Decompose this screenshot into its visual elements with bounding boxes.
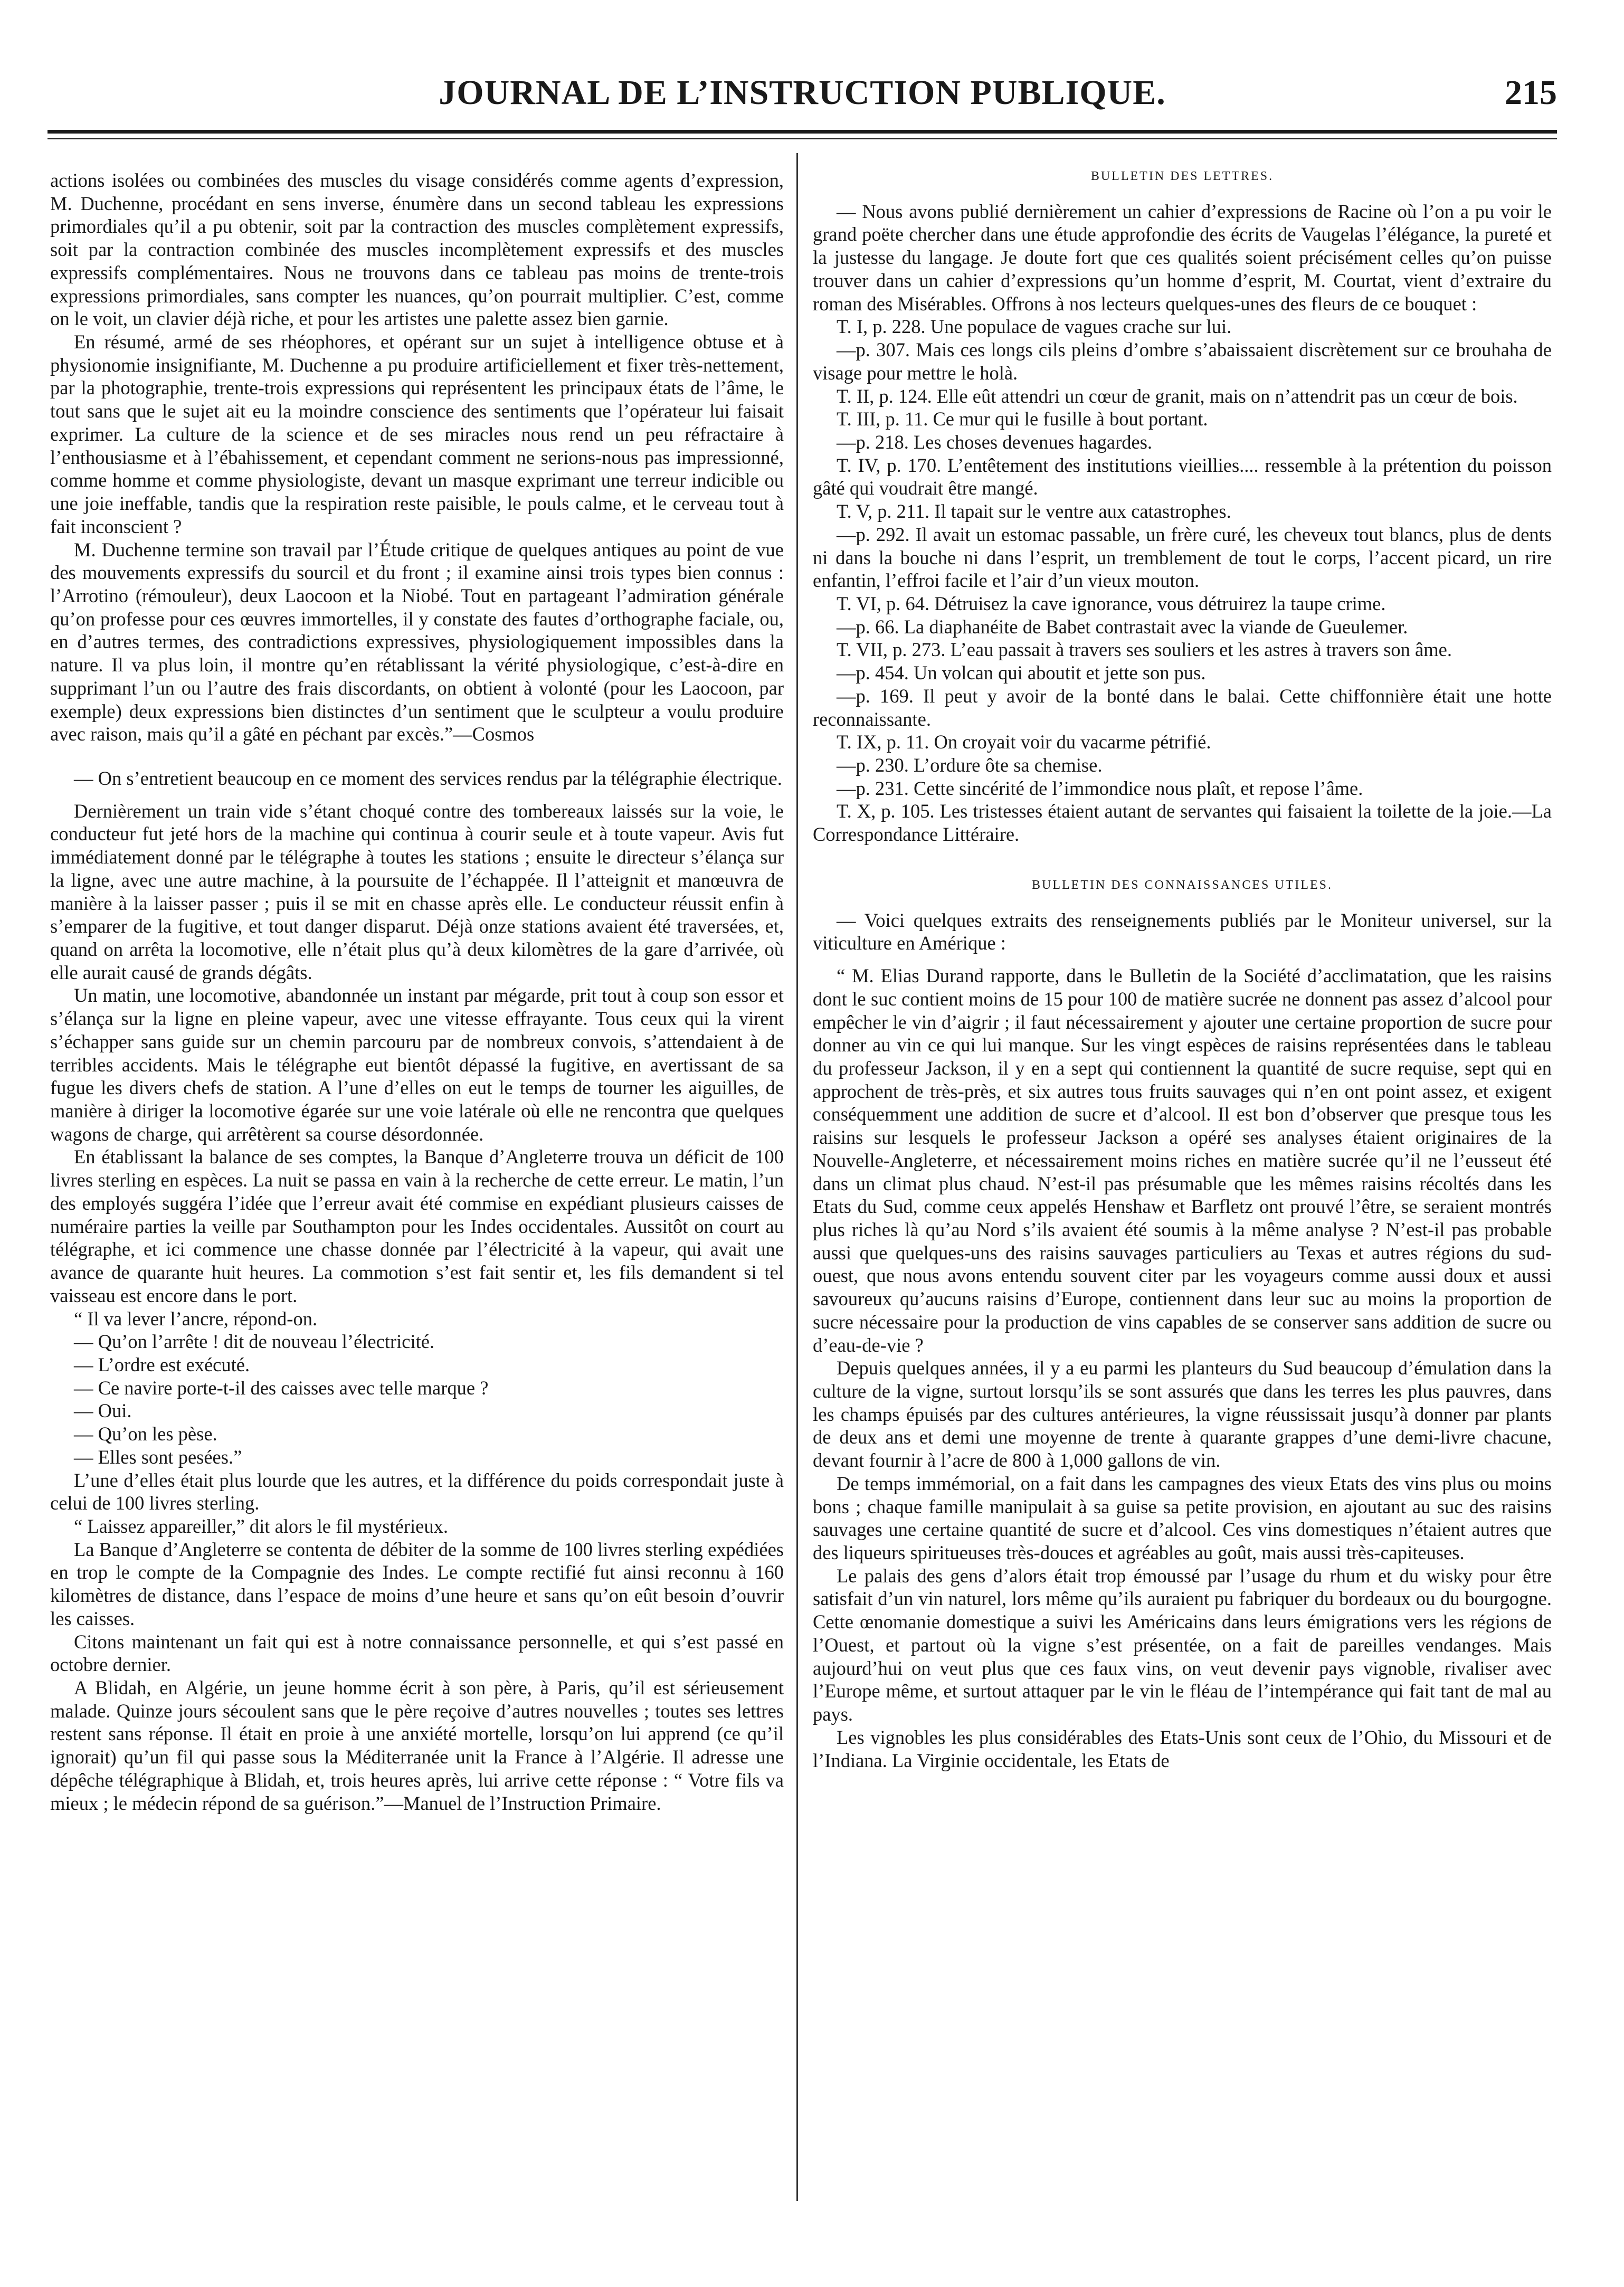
dialogue-line: — Ce navire porte-t-il des caisses avec telle marque ?: [74, 1377, 489, 1399]
paragraph: T. X, p. 105. Les tristesses étaient autant de servantes qui faisaient la toilette de la joie.—La Correspondance Littéraire.: [813, 800, 1552, 846]
dialogue-line: “ Laissez appareiller,” dit alors le fil mystérieux.: [74, 1515, 448, 1537]
header-rule-thin: [48, 138, 1557, 139]
dialogue-line: — L’ordre est exécuté.: [74, 1353, 250, 1375]
section-connaissances-utiles: [813, 909, 1552, 1772]
paragraph: —p. 169. Il peut y avoir de la bonté dans le balai. Cette chiffonnière était une hotte reconnaissante.: [813, 685, 1552, 730]
page-header: [48, 68, 1557, 126]
paragraph: Dernièrement un train vide s’étant choqué contre des tombereaux laissés sur la voie, le conducteur fut jeté hors de la machine qui continua à courir seule et à toute vapeur. Avis fut immédiatement donné par le télégraphe à toutes les stations ; ensuite le directeur s’élança sur la ligne, avec une autre machine, à la poursuite de l’échappée. Il l’atteignit et manœuvra de manière à la laisser passer ; puis il se mit en chasse après elle. Le conducteur réussit enfin à s’emparer de la fugitive, et tout danger disparut. Déjà onze stations avaient été traversées, et, quand on arrêta la locomotive, elle n’était plus qu’à deux kilomètres de la gare d’arrivée, où elle aurait causé de grands dégâts.: [50, 800, 784, 983]
page-number: 215: [1505, 73, 1557, 112]
paragraph: A Blidah, en Algérie, un jeune homme écrit à son père, à Paris, qu’il est sérieusement malade. Quinze jours sécoulent sans que le père reçoive d’autres nouvelles ; toutes ses lettres restent sans réponse. Il était en proie à une anxiété mortelle, lorsqu’on lui apprend (ce qu’il ignorait) qu’un fil qui passe sous la Méditerranée unit la France à l’Algérie. Il adresse une dépêche télégraphique à Blidah, et, trois heures après, lui arrive cette réponse : “ Votre fils va mieux ; le médecin répond de sa guérison.”—Manuel de l’Instruction Primaire.: [50, 1677, 784, 1814]
paragraph: —p. 218. Les choses devenues hagardes.: [837, 431, 1153, 453]
paragraph: T. III, p. 11. Ce mur qui le fusille à bout portant.: [837, 408, 1208, 430]
paragraph: —p. 231. Cette sincérité de l’immondice nous plaît, et repose l’âme.: [837, 777, 1363, 799]
paragraph: “ M. Elias Durand rapporte, dans le Bulletin de la Société d’acclimatation, que les raisins dont le suc contient moins de 15 pour 100 de matière sucrée ne donnent pas assez d’alcool pour empêcher le vin d’aigrir ; il faut nécessairement y ajouter une certaine proportion de sucre pour donner au vin ce qui lui manque. Sur les vingt espèces de raisins représentées dans le tableau du professeur Jackson, il y en a sept qui contiennent la quantité de sucre requise, sept qui en approchent de très-près, et six autres tous fruits sauvages qui n’en ont point assez, et exigent conséquemment une addition de sucre et d’alcool. Il est bon d’observer que presque tous les raisins sur lesquels le professeur Jackson a opéré ses analyses étaient originaires de la Nouvelle-Angleterre, et nécessairement moins riches en matière sucrée qu’il ne l’eusseut été dans un climat plus chaud. N’est-il pas présumable que les mêmes raisins récoltés dans les Etats du Sud, comme ceux appelés Henshaw et Barfletz ont prouvé l’être, se seraient montrés plus riches là qu’au Nord s’ils avaient été soumis à la même analyse ? N’est-il pas probable aussi que quelques-uns des raisins sauvages particuliers au Texas et autres régions du sud-ouest, que nous avons entendu souvent citer par les voyageurs comme aussi doux et aussi savoureux qu’aucuns raisins d’Europe, contiennent dans leur suc au moins la proportion de sucre nécessaire pour la production de vins capables de se conserver sans addition de sucre ou d’eau-de-vie ?: [813, 965, 1552, 1356]
paragraph: Un matin, une locomotive, abandonnée un instant par mégarde, prit tout à coup son essor et s’élança sur la ligne en pleine vapeur, avec une vitesse effrayante. Tous ceux qui la virent s’échapper sans guide sur un chemin parcouru par de nombreux convois, s’attendaient à de terribles accidents. Mais le télégraphe eut bientôt dépassé la fugitive, en avertissant de sa fugue les divers chefs de station. A l’une d’elles on eut le temps de tourner les aiguilles, de manière à diriger la locomotive égarée sur une voie latérale où elle ne rencontra que quelques wagons de charge, qui arrêtèrent sa course désordonnée.: [50, 984, 784, 1145]
paragraph: Les vignobles les plus considérables des Etats-Unis sont ceux de l’Ohio, du Missouri et de l’Indiana. La Virginie occidentale, les Etats de: [813, 1726, 1552, 1771]
dialogue-line: “ Il va lever l’ancre, répond-on.: [74, 1307, 318, 1330]
dialogue-line: — Qu’on les pèse.: [74, 1423, 217, 1445]
column-divider: [796, 153, 798, 2201]
paragraph: T. IV, p. 170. L’entêtement des institutions vieillies.... ressemble à la prétention du poisson gâté qui voudrait être mangé.: [813, 454, 1552, 499]
paragraph: —p. 230. L’ordure ôte sa chemise.: [837, 754, 1103, 776]
paragraph: T. II, p. 124. Elle eût attendri un cœur de granit, mais on n’attendrit pas un cœur de bois.: [837, 385, 1518, 407]
paragraph: La Banque d’Angleterre se contenta de débiter de la somme de 100 livres sterling expédiées en trop le compte de la Compagnie des Indes. Le compte rectifié fut ainsi reconnu à 160 kilomètres de distance, dans l’espace de moins d’une heure et sans qu’on eût besoin d’ouvrir les caisses.: [50, 1538, 784, 1629]
paragraph: T. I, p. 228. Une populace de vagues crache sur lui.: [837, 316, 1232, 338]
dialogue-line: — Elles sont pesées.”: [74, 1446, 242, 1468]
paragraph: Le palais des gens d’alors était trop émoussé par l’usage du rhum et du wisky pour être satisfait d’un vin naturel, lors même qu’ils auraient pu fabriquer du bordeaux ou du bourgogne. Cette œnomanie domestique a suivi les Américains dans leurs émigrations vers les régions de l’Ouest, et partout où la vigne s’est présentée, on a fait de pareilles vendanges. Mais aujourd’hui on veut plus que ces faux vins, on veut devenir pays vignoble, rivaliser avec l’Europe même, et surtout attaquer par le vin le fléau de l’intempérance qui fait tant de mal au pays.: [813, 1564, 1552, 1725]
paragraph: M. Duchenne termine son travail par l’Étude critique de quelques antiques au point de vue des mouvements expressifs du sourcil et du front ; il examine ainsi trois types bien connus : l’Arrotino (rémouleur), deux Laocoon et la Niobé. Tout en partageant l’admiration générale qu’on professe pour ces œuvres immortelles, il y constate des fautes d’orthographe faciale, ou, en d’autres termes, des contradictions expressives, physiologiquement impossibles dans la nature. Il va plus loin, il montre qu’en rétablissant la vérité physiologique, c’est-à-dire en supprimant l’un ou l’autre des frais discordants, on obtient à volonté (pour les Laocoon, par exemple) deux expressions bien distinctes d’un sentiment que le sculpteur a voulu produire avec raison, mais qu’il a gâté en péchant par excès.”—Cosmos: [50, 538, 784, 745]
paragraph: De temps immémorial, on a fait dans les campagnes des vieux Etats des vins plus ou moins bons ; chaque famille manipulait à sa guise sa petite provision, en ajoutant au suc des raisins sauvages une certaine quantité de sucre et d’alcool. Ces vins domestiques n’étaient autres que des liqueurs spiritueuses très-douces et agréables au goût, mais aussi très-capiteuses.: [813, 1472, 1552, 1564]
dialogue-line: — Qu’on l’arrête ! dit de nouveau l’électricité.: [74, 1331, 435, 1353]
paragraph: T. VII, p. 273. L’eau passait à travers ses souliers et les astres à travers son âme.: [837, 639, 1452, 661]
paragraph: T. VI, p. 64. Détruisez la cave ignorance, vous détruirez la taupe crime.: [837, 592, 1386, 614]
section-bulletin-lettres: [813, 200, 1552, 846]
paragraph: Depuis quelques années, il y a eu parmi les planteurs du Sud beaucoup d’émulation dans la culture de la vigne, surtout lorsqu’ils se sont assurés que dans les terres les plus pauvres, dans les champs épuisés par des cultures antérieures, la vigne réussissait jusqu’à donner par plants de deux ans et demi une moyenne de trente à quarante grappes d’une demi-livre chacune, devant fournir à l’acre de 800 à 1,000 gallons de vin.: [813, 1357, 1552, 1472]
paragraph: Citons maintenant un fait qui est à notre connaissance personnelle, et qui s’est passé en octobre dernier.: [50, 1630, 784, 1676]
paragraph: — Voici quelques extraits des renseignements publiés par le Moniteur universel, sur la viticulture en Amérique :: [813, 909, 1552, 954]
paragraph: L’une d’elles était plus lourde que les autres, et la différence du poids correspondait juste à celui de 100 livres sterling.: [50, 1469, 784, 1514]
paragraph: En établissant la balance de ses comptes, la Banque d’Angleterre trouva un déficit de 100 livres sterling en espèces. La nuit se passa en vain à la recherche de cette erreur. Le matin, l’un des employés suggéra l’idée que l’erreur avait été commise en expédiant plusieurs caisses de numéraire parties la veille par Southampton pour les Indes occidentales. Aussitôt on court au télégraphe, et ici commence une chasse donnée par l’électricité à la vapeur, qui avait une avance de quarante huit heures. La commotion s’est fait sentir et, les fils demandent si tel vaisseau est encore dans le port.: [50, 1146, 784, 1306]
left-column: [50, 169, 784, 1815]
paragraph: T. IX, p. 11. On croyait voir du vacarme pétrifié.: [837, 731, 1211, 753]
paragraph: — On s’entretient beaucoup en ce moment des services rendus par la télégraphie électrique.: [74, 767, 782, 789]
section-title-connaissances-utiles: BULLETIN DES CONNAISSANCES UTILES.: [1032, 878, 1333, 892]
paragraph: — Nous avons publié dernièrement un cahier d’expressions de Racine où l’on a pu voir le grand poëte chercher dans une étude approfondie des écrits de Vaugelas l’élégance, la pureté et la justesse du langage. Je doute fort que ces qualités soient précisément celles qu’on puisse trouver dans un cahier d’expressions qu’un homme d’esprit, M. Courtat, vient d’extraire du roman des Misérables. Offrons à nos lecteurs quelques-unes des fleurs de ce bouquet :: [813, 200, 1552, 315]
paragraph: actions isolées ou combinées des muscles du visage considérés comme agents d’expression, M. Duchenne, procédant en sens inverse, énumère dans un second tableau les expressions primordiales qu’il a pu obtenir, soit par la contraction des muscles complètement expressifs, soit par la contraction combinée des muscles incomplètement expressifs et des muscles expressifs complémentaires. Nous ne trouvons dans ce tableau pas moins de trente-trois expressions primordiales, sans compter les nuances, qu’on pourrait multiplier. C’est, comme on le voit, un clavier déjà riche, et pour les artistes une palette assez bien garnie.: [50, 169, 784, 330]
header-rule: [48, 130, 1557, 134]
journal-title: JOURNAL DE L’INSTRUCTION PUBLIQUE.: [439, 73, 1166, 112]
right-column: [813, 169, 1552, 1772]
paragraph: —p. 454. Un volcan qui aboutit et jette son pus.: [837, 662, 1206, 684]
paragraph: T. V, p. 211. Il tapait sur le ventre aux catastrophes.: [837, 500, 1231, 523]
paragraph: En résumé, armé de ses rhéophores, et opérant sur un sujet à intelligence obtuse et à physionomie insignifiante, M. Duchenne a pu produire artificiellement et fixer très-nettement, par la photographie, trente-trois expressions qui représentent les principaux états de l’âme, le tout sans que le sujet ait eu la moindre conscience des sentiments que l’opérateur lui faisait exprimer. La culture de la science et de ses miracles nous rend un peu réfractaire à l’enthousiasme et à l’ébahissement, et cependant comment ne serions-nous pas impressionné, comme homme et comme physiologiste, devant un masque exprimant une terreur indicible ou une joie ineffable, tandis que la respiration reste paisible, le pouls calme, et le cerveau tout à fait inconscient ?: [50, 331, 784, 537]
paragraph: —p. 66. La diaphanéite de Babet contrastait avec la viande de Gueulemer.: [837, 615, 1408, 638]
paragraph: —p. 307. Mais ces longs cils pleins d’ombre s’abaissaient discrètement sur ce brouhaha de visage pour mettre le holà.: [813, 339, 1552, 384]
section-title-bulletin-lettres: BULLETIN DES LETTRES.: [1090, 169, 1274, 183]
dialogue-line: — Oui.: [74, 1400, 132, 1422]
paragraph: —p. 292. Il avait un estomac passable, un frère curé, les cheveux tout blancs, plus de dents ni dans la bouche ni dans l’esprit, un tremblement de tout le corps, l’accent picard, un rire enfantin, l’effroi facile et l’air d’un vieux mouton.: [813, 523, 1552, 592]
